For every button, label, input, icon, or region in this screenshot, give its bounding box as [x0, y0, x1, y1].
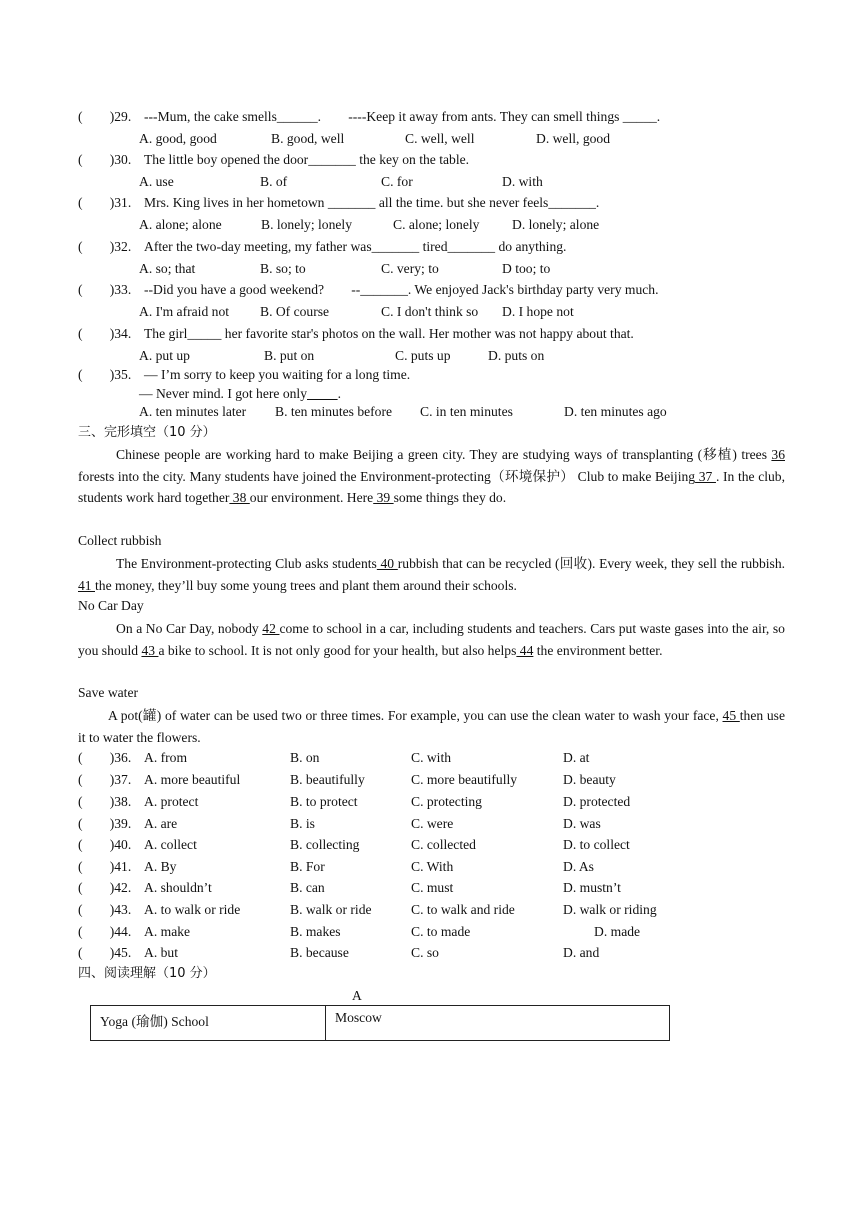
blank-37: 37 — [695, 468, 716, 484]
table-row — [91, 1006, 670, 1041]
cloze-paragraph-3: On a No Car Day, nobody 42 come to school in a car, including students and teachers. Cars put waste gases into the air, so you should 43 a bike to school. It is not only good for your health, but also helps 44 the environment better. — [78, 621, 785, 658]
option-d: D. As — [563, 859, 594, 874]
option-b: B. Of course — [260, 304, 330, 319]
option-a: A. but — [144, 945, 178, 960]
option-c: C. so — [411, 945, 439, 960]
question-stem: The little boy opened the door_______ the key on the table. — [144, 152, 470, 167]
option-a: A. use — [139, 174, 174, 189]
question-stem: The girl_____ her favorite star's photos on the wall. Her mother was not happy about that. — [144, 326, 634, 341]
option-c: C. with — [411, 750, 452, 765]
option-a: A. By — [144, 859, 177, 874]
option-d: D. with — [502, 174, 543, 189]
option-d: D. walk or riding — [563, 902, 657, 917]
option-d: D. made — [594, 924, 641, 939]
table-cell: Moscow — [326, 1006, 670, 1041]
option-c: C. more beautifully — [411, 772, 518, 787]
question-number: ( )43. — [78, 902, 132, 917]
blank-36: 36 — [771, 447, 785, 462]
option-a: A. collect — [144, 837, 197, 852]
option-a: A. good, good — [139, 131, 217, 146]
section-heading-reading: 四、阅读理解（10 分） — [78, 966, 216, 981]
option-b: B. beautifully — [290, 772, 365, 787]
option-d: D. and — [563, 945, 600, 960]
cloze-paragraph-2: The Environment-protecting Club asks students 40 rubbish that can be recycled (回收). Every week, they sell the rubbish. 41 the money, they’ll buy some young trees and plant them around their schools. — [78, 556, 786, 593]
question-number: ( )32. — [78, 239, 132, 254]
option-d: D. to collect — [563, 837, 630, 852]
option-c: C. puts up — [395, 348, 451, 363]
option-a: A. make — [144, 924, 191, 939]
option-b: B. put on — [264, 348, 315, 363]
question-number: ( )31. — [78, 195, 132, 210]
option-a: A. so; that — [139, 261, 196, 276]
option-a: A. more beautiful — [144, 772, 241, 787]
question-number: ( )44. — [78, 924, 132, 939]
option-b: B. lonely; lonely — [261, 217, 352, 232]
option-d: D. puts on — [488, 348, 545, 363]
option-d: D. well, good — [536, 131, 611, 146]
option-c: C. to made — [411, 924, 471, 939]
option-b: B. on — [290, 750, 320, 765]
question-stem: Mrs. King lives in her hometown _______ all the time. but she never feels_______. — [144, 195, 600, 210]
reading-table — [90, 1005, 670, 1041]
cloze-paragraph-4: A pot(罐) of water can be used two or three times. For example, you can use the clean water to wash your face, 45 then use it to water the flowers. — [78, 708, 785, 745]
blank-39: 39 — [373, 490, 394, 506]
question-stem: — I’m sorry to keep you waiting for a long time. — [144, 367, 411, 382]
cloze-subheading: Collect rubbish — [78, 533, 162, 548]
option-c: C. in ten minutes — [420, 404, 513, 419]
option-b: B. because — [290, 945, 349, 960]
option-c: C. alone; lonely — [393, 217, 480, 232]
option-c: C. must — [411, 880, 454, 895]
question-stem: After the two-day meeting, my father was_______ tired_______ do anything. — [144, 239, 567, 254]
option-c: C. I don't think so — [381, 304, 479, 319]
option-a: A. put up — [139, 348, 190, 363]
option-d: D too; to — [502, 261, 551, 276]
option-b: B. ten minutes before — [275, 404, 393, 419]
question-number: ( )29. — [78, 109, 132, 124]
option-b: B. collecting — [290, 837, 360, 852]
option-b: B. walk or ride — [290, 902, 372, 917]
option-d: D. at — [563, 750, 590, 765]
option-d: D. I hope not — [502, 304, 574, 319]
question-number: ( )35. — [78, 367, 132, 382]
option-b: B. good, well — [271, 131, 345, 146]
cloze-subheading: Save water — [78, 685, 139, 700]
option-a: A. are — [144, 816, 178, 831]
option-d: D. was — [563, 816, 601, 831]
question-number: ( )34. — [78, 326, 132, 341]
question-stem: --Did you have a good weekend? --_______. We enjoyed Jack's birthday party very much. — [144, 282, 659, 297]
question-number: ( )37. — [78, 772, 132, 787]
blank-44: 44 — [516, 642, 534, 658]
option-c: C. With — [411, 859, 454, 874]
option-a: A. protect — [144, 794, 199, 809]
question-number: ( )33. — [78, 282, 132, 297]
option-d: D. mustn’t — [563, 880, 621, 895]
cloze-paragraph-1: Chinese people are working hard to make Beijing a green city. They are studying ways of transplanting (移植) trees 36 forests into the city. Many students have joined the Environment-protecting（环境保护） Club to make Beijing 37 . In the club, students work hard together 38 our environment. Here 39 some things they do. — [78, 447, 786, 506]
question-number: ( )41. — [78, 859, 132, 874]
blank-40: 40 — [376, 556, 398, 571]
blank-41: 41 — [78, 577, 95, 593]
question-number: ( )38. — [78, 794, 132, 809]
option-a: A. shouldn’t — [144, 880, 212, 895]
blank-43: 43 — [141, 642, 159, 658]
blank-38: 38 — [229, 490, 250, 506]
option-b: B. For — [290, 859, 325, 874]
option-d: D. ten minutes ago — [564, 404, 667, 419]
option-a: A. I'm afraid not — [139, 304, 230, 319]
option-d: D. lonely; alone — [512, 217, 600, 232]
option-b: B. can — [290, 880, 325, 895]
option-c: C. protecting — [411, 794, 482, 809]
question-stem: ---Mum, the cake smells______. ----Keep it away from ants. They can smell things _____. — [144, 109, 661, 124]
option-a: A. alone; alone — [139, 217, 222, 232]
section-heading-cloze: 三、完形填空（10 分） — [78, 425, 216, 440]
table-cell: Yoga (瑜伽) School — [91, 1006, 326, 1041]
question-number: ( )45. — [78, 945, 132, 960]
option-c: C. were — [411, 816, 454, 831]
answer-blank — [307, 386, 338, 401]
option-a: A. from — [144, 750, 188, 765]
option-d: D. beauty — [563, 772, 616, 787]
option-d: D. protected — [563, 794, 631, 809]
option-b: B. to protect — [290, 794, 358, 809]
blank-42: 42 — [262, 621, 280, 636]
option-a: A. ten minutes later — [139, 404, 247, 419]
option-c: C. to walk and ride — [411, 902, 515, 917]
option-b: B. of — [260, 174, 288, 189]
question-number: ( )36. — [78, 750, 132, 765]
option-c: C. well, well — [405, 131, 475, 146]
cloze-subheading: No Car Day — [78, 598, 144, 613]
question-number: ( )30. — [78, 152, 132, 167]
passage-label: A — [352, 988, 362, 1003]
option-a: A. to walk or ride — [144, 902, 241, 917]
option-b: B. is — [290, 816, 315, 831]
option-b: B. makes — [290, 924, 341, 939]
blank-45: 45 — [722, 708, 740, 723]
question-number: ( )40. — [78, 837, 132, 852]
option-c: C. very; to — [381, 261, 439, 276]
question-stem-line-2: — Never mind. I got here only . — [139, 386, 341, 401]
question-number: ( )39. — [78, 816, 132, 831]
option-c: C. collected — [411, 837, 476, 852]
option-b: B. so; to — [260, 261, 306, 276]
question-number: ( )42. — [78, 880, 132, 895]
option-c: C. for — [381, 174, 413, 189]
